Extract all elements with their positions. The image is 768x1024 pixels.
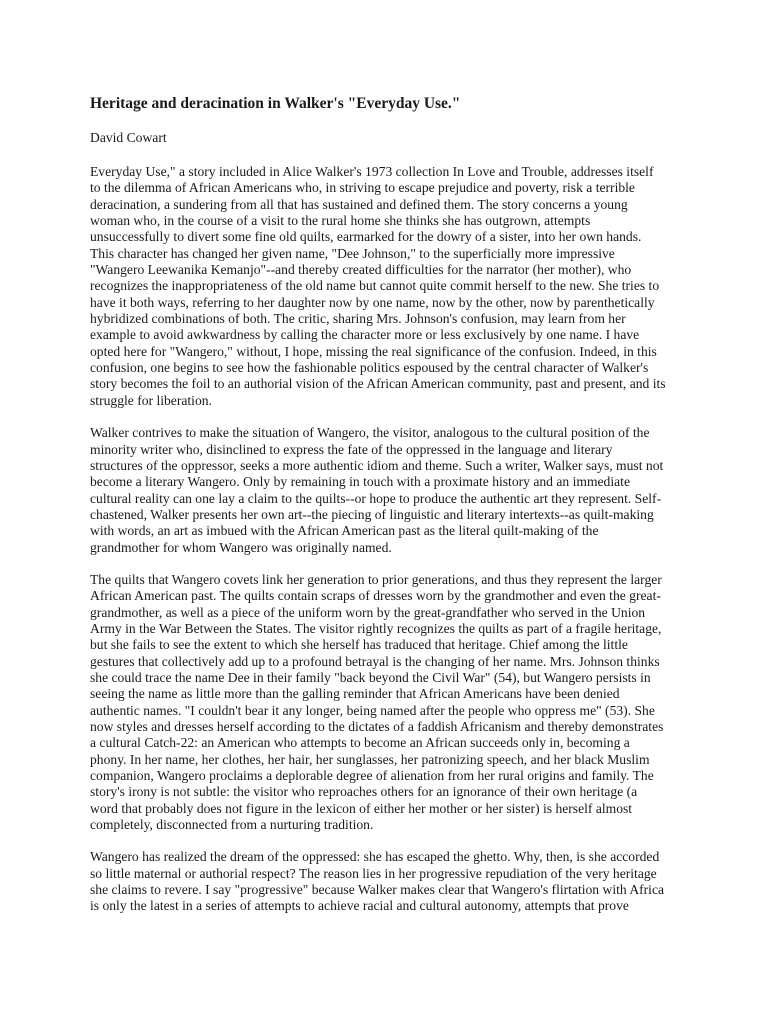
- paragraph-line: seeing the name as little more than the galling reminder that African Americans have been denied: [90, 686, 620, 702]
- paragraph-line: Wangero has realized the dream of the oppressed: she has escaped the ghetto. Why, then, is she accorded: [90, 849, 660, 865]
- paragraph-line: so little maternal or authorial respect? The reason lies in her progressive repudiation of the very heritage: [90, 865, 657, 881]
- paragraph-line: struggle for liberation.: [90, 392, 212, 408]
- paragraph-line: now styles and dresses herself according to the dictates of a faddish Africanism and thereby demonstrates: [90, 719, 664, 734]
- body-paragraph: [90, 425, 676, 556]
- paragraph-line: have it both ways, referring to her daughter now by one name, now by the other, now by parenthetically: [90, 294, 655, 310]
- paragraph-line: with words, an art as imbued with the African American past as the literal quilt-making of the: [90, 523, 599, 539]
- paragraph-line: confusion, one begins to see how the fashionable politics espoused by the central character of Walker's: [90, 360, 649, 376]
- body-paragraph: [90, 572, 676, 834]
- paragraph-line: she claims to revere. I say "progressive" because Walker makes clear that Wangero's flirtation with Africa: [90, 882, 665, 898]
- paragraph-line: deracination, a sundering from all that has sustained and defined them. The story concerns a young: [90, 196, 628, 212]
- paragraph-line: a cultural Catch-22: an American who attempts to become an African succeeds only in, becoming a: [90, 735, 630, 751]
- paragraph-line: chastened, Walker presents her own art--the piecing of linguistic and literary intertexts--as quilt-making: [90, 506, 654, 522]
- paragraph-line: phony. In her name, her clothes, her hair, her sunglasses, her patronizing speech, and her black Muslim: [90, 751, 650, 767]
- paragraph-line: to the dilemma of African Americans who, in striving to escape prejudice and poverty, risk a terrible: [90, 180, 635, 196]
- paragraph-line: but she fails to see the extent to which she herself has traduced that heritage. Chief among the little: [90, 637, 628, 653]
- paragraph-line: structures of the oppressor, seeks a more authentic idiom and theme. Such a writer, Walker says, must not: [90, 457, 664, 473]
- paragraph-line: completely, disconnected from a nurturing tradition.: [90, 817, 374, 833]
- paragraph-line: cultural reality can one lay a claim to the quilts--or hope to produce the authentic art they represent. Self-: [90, 490, 662, 506]
- paragraph-line: minority writer who, disinclined to express the fate of the oppressed in the language and literary: [90, 441, 613, 457]
- paragraph-line: Everyday Use," a story included in Alice Walker's 1973 collection In Love and Trouble, addresses itself: [90, 164, 654, 179]
- paragraph-line: Walker contrives to make the situation of Wangero, the visitor, analogous to the cultural position of the: [90, 425, 650, 441]
- document-page: [90, 94, 676, 931]
- paragraph-line: example to avoid awkwardness by calling the character more or less exclusively by one name. I have: [90, 327, 640, 343]
- body-paragraph: [90, 849, 676, 914]
- paragraph-line: authentic names. "I couldn't bear it any longer, being named after the people who oppress me" (53). She: [90, 702, 655, 718]
- paragraph-line: Army in the War Between the States. The visitor rightly recognizes the quilts as part of a fragile heritage,: [90, 620, 662, 636]
- paragraph-line: The quilts that Wangero covets link her generation to prior generations, and thus they represent the larger: [90, 571, 662, 587]
- paragraph-line: story's irony is not subtle: the visitor who reproaches others for an ignorance of their own heritage (a: [90, 784, 638, 800]
- paragraph-line: unsuccessfully to divert some fine old quilts, earmarked for the dowry of a sister, into her own hands.: [90, 229, 642, 245]
- article-body: [90, 164, 676, 915]
- article-title: Heritage and deracination in Walker's "Everyday Use.": [90, 95, 461, 112]
- paragraph-line: hybridized combinations of both. The critic, sharing Mrs. Johnson's confusion, may learn from her: [90, 311, 626, 327]
- paragraph-line: story becomes the foil to an authorial vision of the African American community, past and present, and its: [90, 376, 666, 392]
- body-paragraph: [90, 164, 676, 409]
- paragraph-line: grandmother, as well as a piece of the uniform worn by the great-grandfather who served in the Union: [90, 604, 646, 620]
- paragraph-line: word that probably does not figure in the lexicon of either her mother or her sister) is herself almost: [90, 800, 633, 816]
- paragraph-line: woman who, in the course of a visit to the rural home she thinks she has outgrown, attempts: [90, 213, 591, 229]
- paragraph-line: gestures that collectively add up to a profound betrayal is the changing of her name. Mrs. Johnson thinks: [90, 653, 660, 669]
- paragraph-line: African American past. The quilts contain scraps of dresses worn by the grandmother and even the great-: [90, 588, 661, 604]
- paragraph-line: companion, Wangero proclaims a deplorable degree of alienation from her rural origins and family. The: [90, 768, 654, 784]
- paragraph-line: become a literary Wangero. Only by remaining in touch with a proximate history and an immediate: [90, 474, 630, 490]
- paragraph-line: grandmother for whom Wangero was originally named.: [90, 539, 392, 555]
- paragraph-line: is only the latest in a series of attempts to achieve racial and cultural autonomy, attempts that prove: [90, 898, 629, 914]
- paragraph-line: opted here for "Wangero," without, I hope, missing the real significance of the confusion. Indeed, in this: [90, 343, 657, 359]
- paragraph-line: "Wangero Leewanika Kemanjo"--and thereby created difficulties for the narrator (her mother), who: [90, 262, 632, 278]
- paragraph-line: recognizes the inappropriateness of the old name but cannot quite commit herself to the new. She tries to: [90, 278, 660, 294]
- paragraph-line: This character has changed her given name, "Dee Johnson," to the superficially more impressive: [90, 245, 615, 261]
- paragraph-line: she could trace the name Dee in their family "back beyond the Civil War" (54), but Wangero persists in: [90, 669, 651, 685]
- article-author: David Cowart: [90, 130, 167, 145]
